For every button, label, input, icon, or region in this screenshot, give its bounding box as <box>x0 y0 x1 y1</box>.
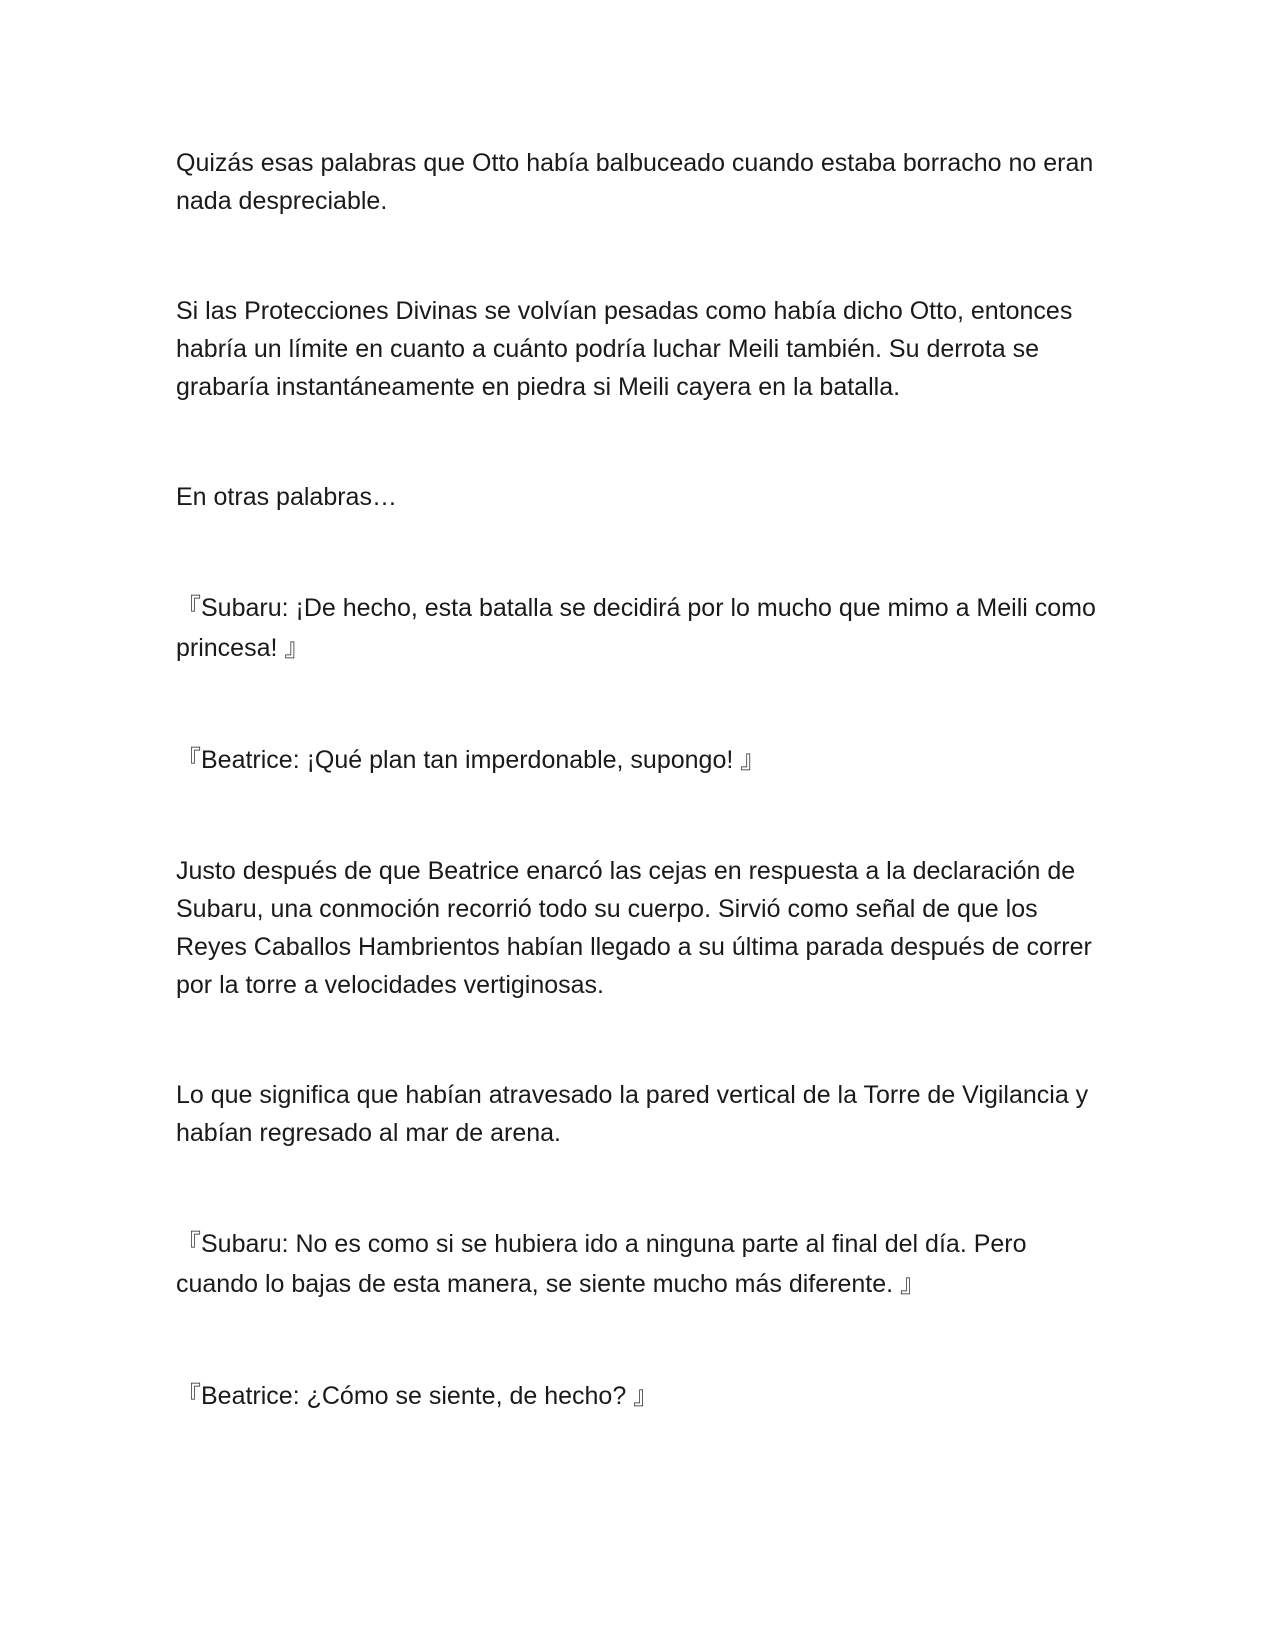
paragraph-in-other-words: En otras palabras… <box>176 483 397 511</box>
dialogue-subaru-different: 『Subaru: No es como si se hubiera ido a ninguna parte al final del día. Pero cuando lo bajas de esta manera, se siente mucho más diferente. 』 <box>176 1230 1027 1298</box>
paragraph-divine-protections: Si las Protecciones Divinas se volvían pesadas como había dicho Otto, entonces habría un límite en cuanto a cuánto podría luchar Meili también. Su derrota se grabaría instantáneamente en piedra si Meili cayera en la batalla. <box>176 297 1073 401</box>
dialogue-subaru-princess: 『Subaru: ¡De hecho, esta batalla se decidirá por lo mucho que mimo a Meili como princesa! 』 <box>176 594 1096 662</box>
paragraph-otto-words: Quizás esas palabras que Otto había balbuceado cuando estaba borracho no eran nada despreciable. <box>176 149 1094 215</box>
dialogue-beatrice-feel: 『Beatrice: ¿Cómo se siente, de hecho? 』 <box>176 1382 659 1410</box>
text-body <box>176 144 1096 1488</box>
paragraph-commotion: Justo después de que Beatrice enarcó las cejas en respuesta a la declaración de Subaru, una conmoción recorrió todo su cuerpo. Sirvió como señal de que los Reyes Caballos Hambrientos habían llegado a su última parada después de correr por la torre a velocidades vertiginosas. <box>176 857 1092 999</box>
paragraph-sea-of-sand: Lo que significa que habían atravesado la pared vertical de la Torre de Vigilancia y habían regresado al mar de arena. <box>176 1081 1089 1147</box>
dialogue-beatrice-plan: 『Beatrice: ¡Qué plan tan imperdonable, supongo! 』 <box>176 746 766 774</box>
